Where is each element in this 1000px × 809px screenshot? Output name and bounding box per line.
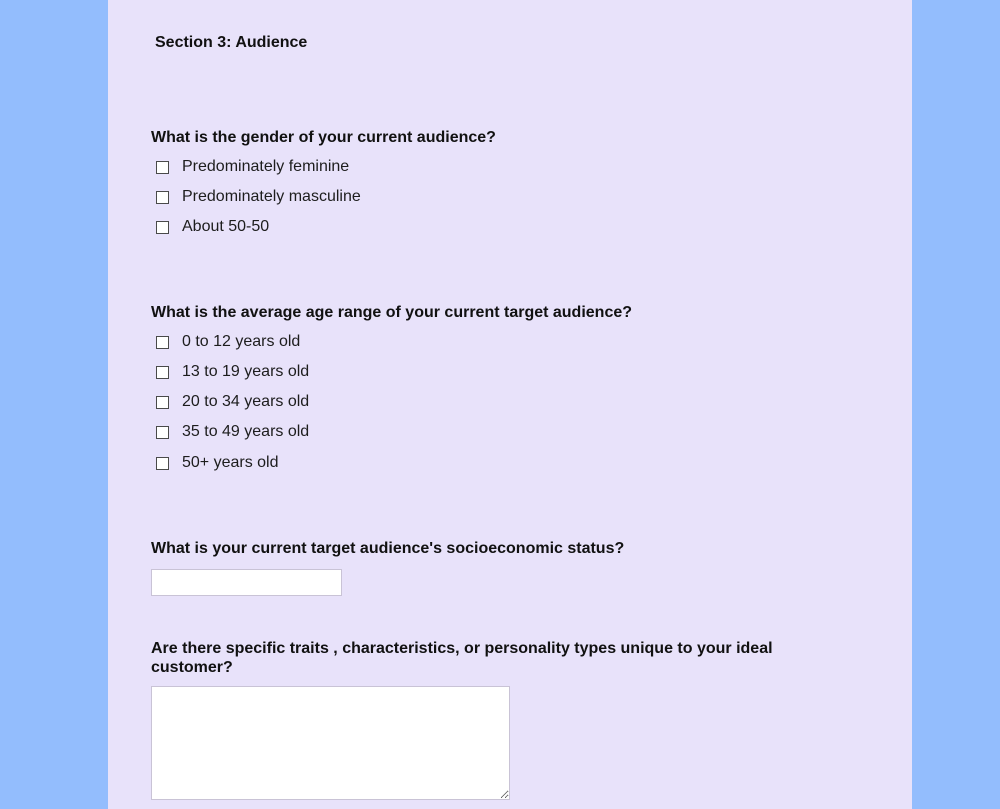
option-label: 35 to 49 years old (182, 423, 310, 440)
age-option-20-34[interactable] (155, 392, 309, 412)
checkbox[interactable] (156, 221, 169, 234)
age-option-0-12[interactable] (155, 332, 300, 352)
option-label: 0 to 12 years old (182, 333, 301, 350)
option-label: 50+ years old (182, 454, 279, 471)
checkbox[interactable] (156, 191, 169, 204)
traits-question-label: Are there specific traits , characteristics, or personality types unique to your ideal customer? (151, 640, 773, 676)
form-panel (108, 0, 912, 809)
option-label: Predominately feminine (182, 158, 350, 175)
option-label: About 50-50 (182, 218, 270, 235)
gender-question-label: What is the gender of your current audience? (151, 129, 496, 146)
section-title: Section 3: Audience (155, 34, 308, 51)
gender-option-masculine[interactable] (155, 187, 361, 207)
option-label: 20 to 34 years old (182, 393, 310, 410)
age-option-35-49[interactable] (155, 422, 309, 442)
socioeconomic-question-label: What is your current target audience's socioeconomic status? (151, 540, 625, 557)
age-option-50-plus[interactable] (155, 453, 279, 473)
gender-option-50-50[interactable] (155, 217, 269, 237)
socioeconomic-input[interactable] (151, 569, 342, 596)
checkbox[interactable] (156, 426, 169, 439)
traits-textarea[interactable] (151, 686, 510, 800)
age-option-13-19[interactable] (155, 362, 309, 382)
checkbox[interactable] (156, 396, 169, 409)
checkbox[interactable] (156, 161, 169, 174)
checkbox[interactable] (156, 457, 169, 470)
option-label: Predominately masculine (182, 188, 361, 205)
checkbox[interactable] (156, 366, 169, 379)
checkbox[interactable] (156, 336, 169, 349)
option-label: 13 to 19 years old (182, 363, 310, 380)
age-question-label: What is the average age range of your current target audience? (151, 304, 633, 321)
gender-option-feminine[interactable] (155, 157, 349, 177)
